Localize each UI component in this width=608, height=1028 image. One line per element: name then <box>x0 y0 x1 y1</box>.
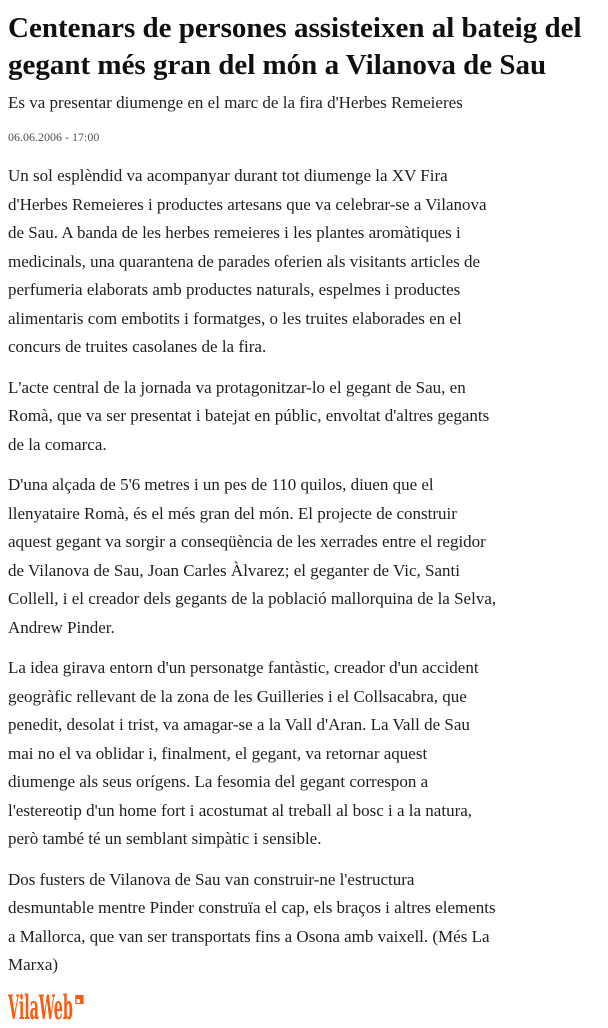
article-body <box>8 162 498 980</box>
article-headline: Centenars de persones assisteixen al bateig del gegant més gran del món a Vilanova de Sau <box>8 12 582 81</box>
vilaweb-logo[interactable] <box>8 987 88 1028</box>
article-paragraph: L'acte central de la jornada va protagonitzar-lo el gegant de Sau, en Romà, que va ser presentat i batejat en públic, envoltat d'altres gegants de la comarca. <box>8 377 490 454</box>
article-paragraph: Dos fusters de Vilanova de Sau van construir-ne l'estructura desmuntable mentre Pinder construïa el cap, els braços i altres elements a Mallorca, que van ser transportats fins a Osona amb vaixell. (Més La Marxa) <box>8 869 496 974</box>
article-date: 06.06.2006 - 17:00 <box>8 130 100 144</box>
vilaweb-logo-square-icon <box>75 995 83 1004</box>
vilaweb-logo-text: VilaWeb <box>8 987 73 1028</box>
article-paragraph: D'una alçada de 5'6 metres i un pes de 110 quilos, diuen que el llenyataire Romà, és el més gran del món. El projecte de construir aquest gegant va sorgir a conseqüència de les xerrades entre el regidor de Vilanova de Sau, Joan Carles Àlvarez; el geganter de Vic, Santi Collell, i el creador dels gegants de la població mallorquina de la Selva, Andrew Pinder. <box>8 475 497 637</box>
article-paragraph: La idea girava entorn d'un personatge fantàstic, creador d'un accident geogràfic rellevant de la zona de les Guilleries i el Collsacabra, que penedit, desolat i trist, va amagar-se a la Vall d'Aran. La Vall de Sau mai no el va oblidar i, finalment, el gegant, va retornar aquest diumenge als seus orígens. La fesomia del gegant correspon a l'estereotip d'un home fort i acostumat al treball al bosc i a la natura, però també té un semblant simpàtic i sensible. <box>8 658 479 848</box>
vilaweb-logo-inner <box>8 987 84 1028</box>
article-subtitle: Es va presentar diumenge en el marc de la fira d'Herbes Remeieres <box>8 93 463 112</box>
article-paragraph: Un sol esplèndid va acompanyar durant tot diumenge la XV Fira d'Herbes Remeieres i productes artesans que va celebrar-se a Vilanova de Sau. A banda de les herbes remeieres i les plantes aromàtiques i medicinals, una quarantena de parades oferien als visitants articles de perfumeria elaborats amb productes naturals, espelmes i productes alimentaris com embotits i formatges, o les truites elaborades en el concurs de truites casolanes de la fira. <box>8 166 487 356</box>
